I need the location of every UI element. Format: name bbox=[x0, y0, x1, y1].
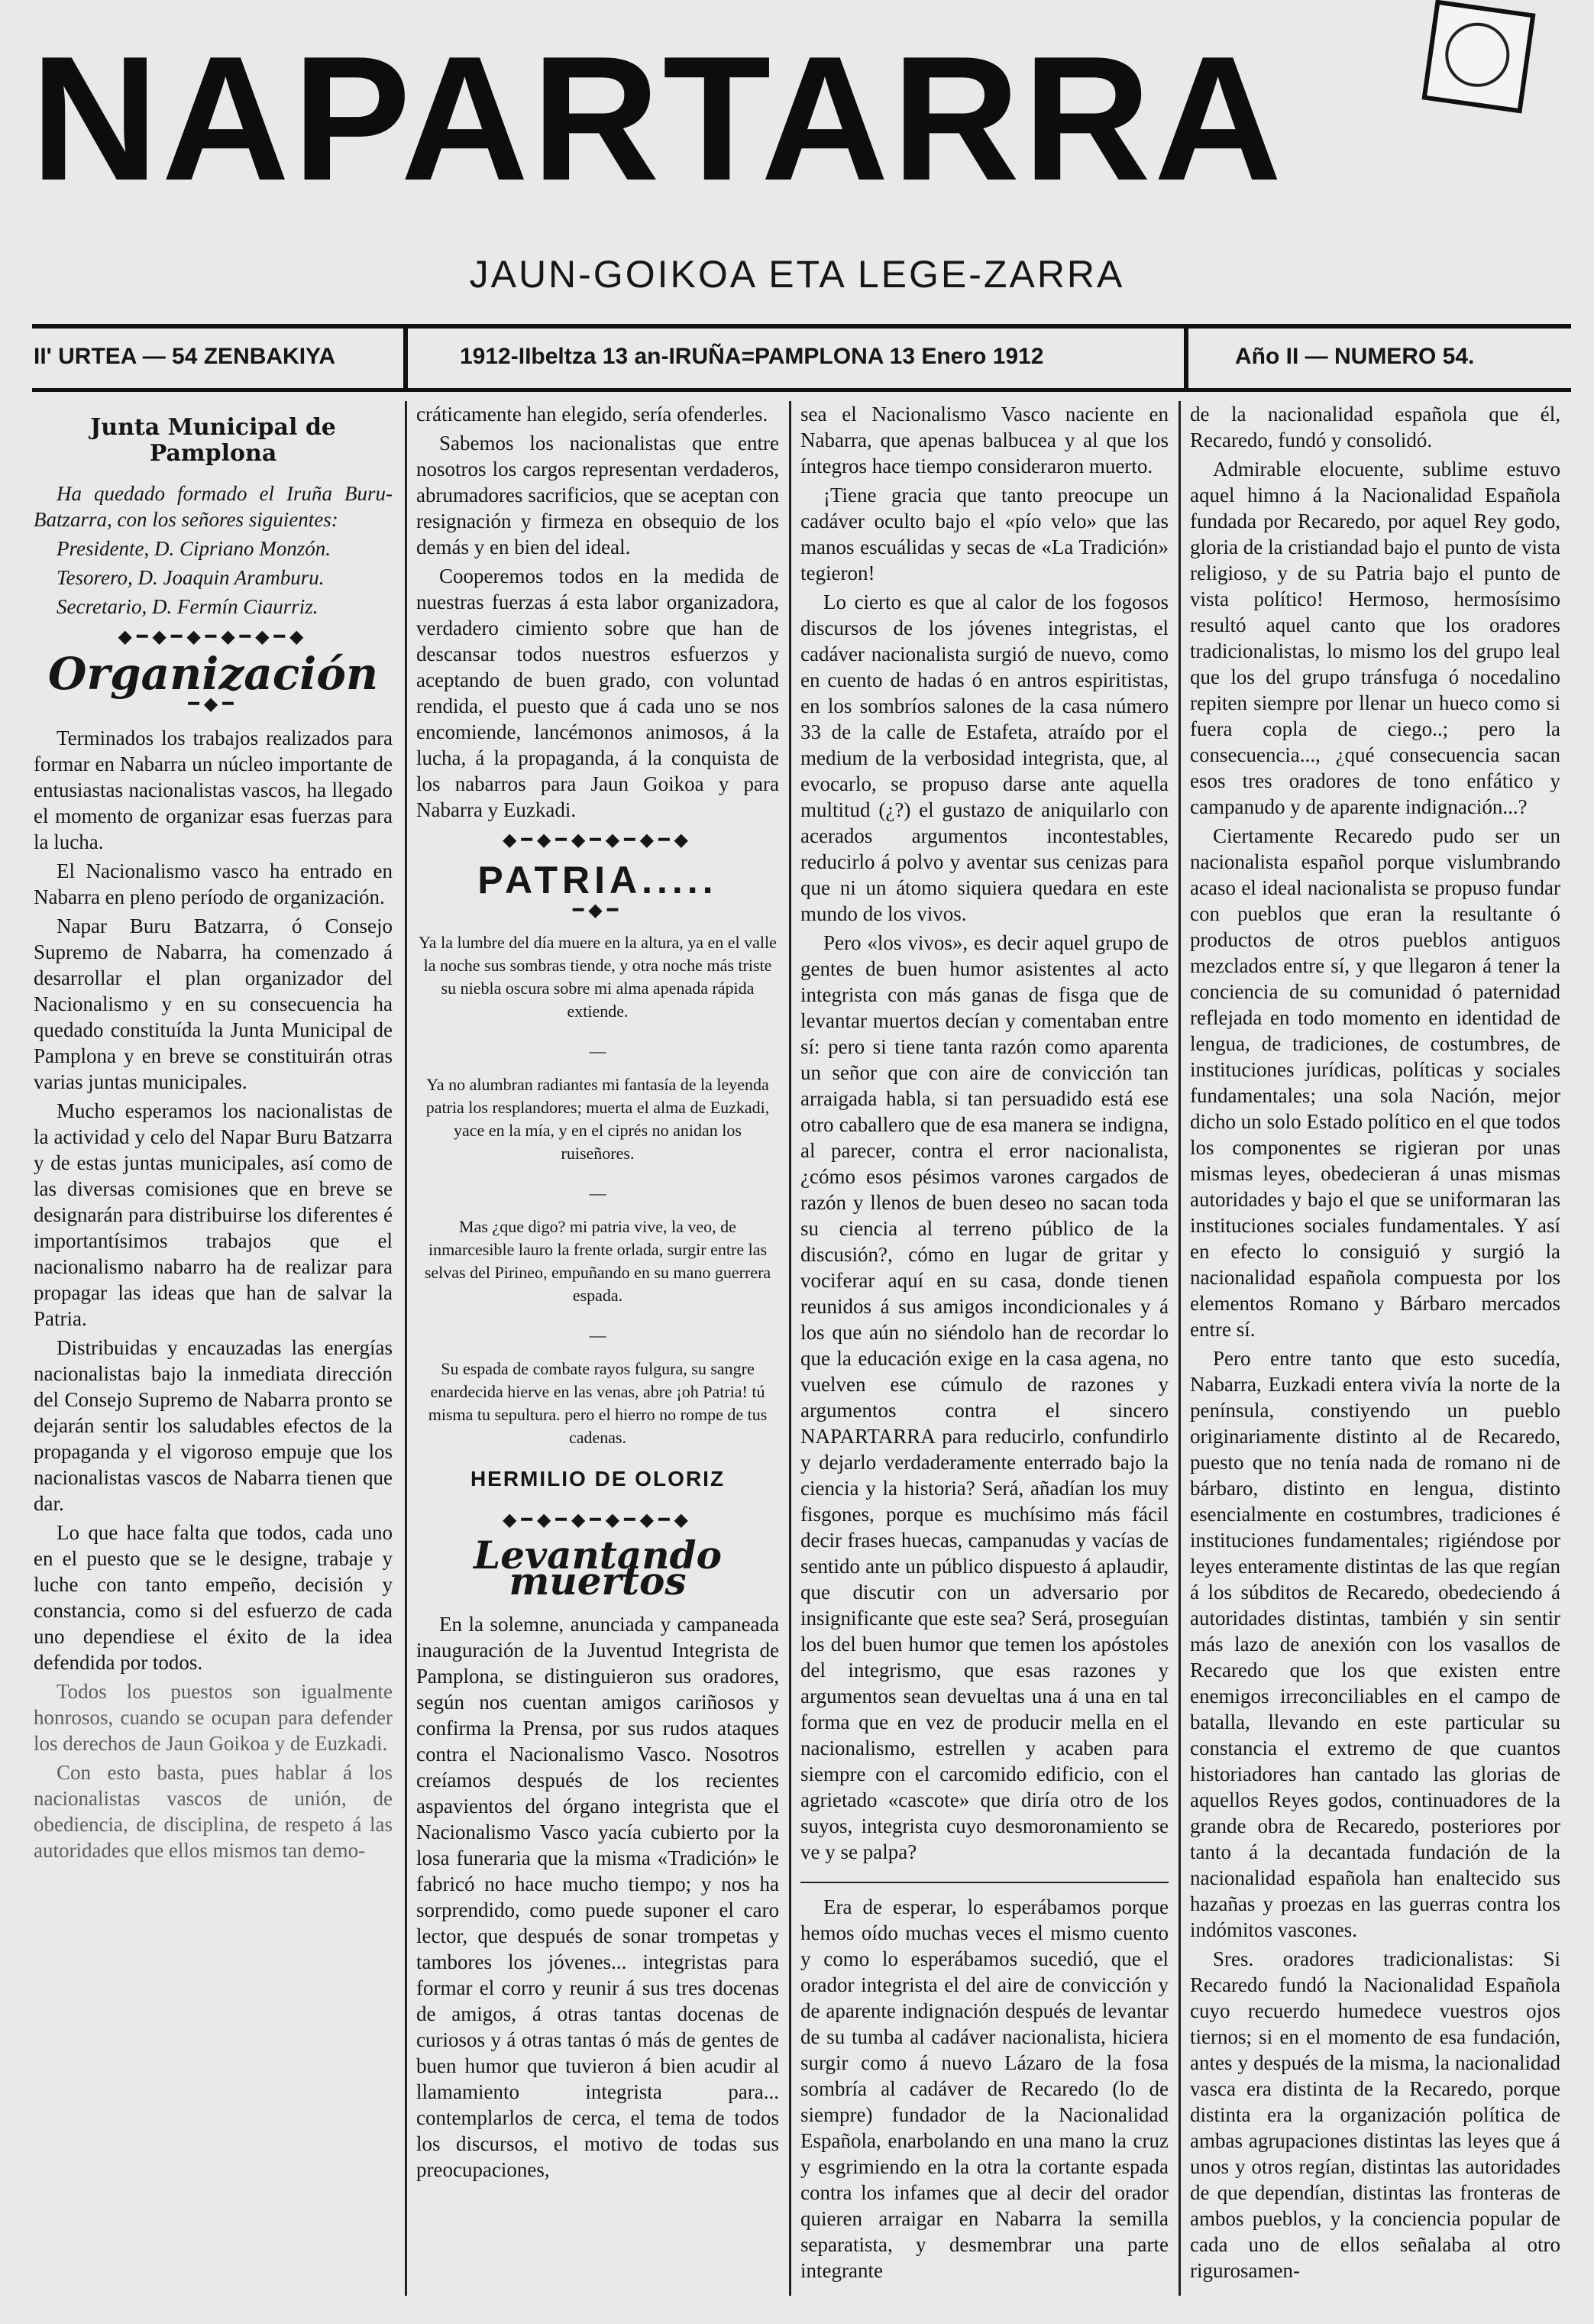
info-divider bbox=[1184, 329, 1188, 390]
article-paragraph: Pero «los vivos», es decir aquel grupo de gentes de buen humor asistentes al acto integrista con más ganas de fisga que de levantar muertos decían y comentaban entre sí: pero si tiene tanta razón como aparenta un señor que con aire de convicción tan arraigada habla, si tan persuadido está ese otro caballero que de esa manera se indigna, al parecer, contra el error nacionalista, ¿cómo esos pésimos varones cargados de razón y llenos de buen deseo no sacan toda su ciencia al terreno público de la discusión?, cómo en lugar de gritar y vociferar aquí en su casa, donde tienen reunidos á sus amigos incondicionales y á los que aún no siéndolo han de recordar lo que la educación exige en la casa agena, no vuelven ese cúmulo de razones y argumentos contra el sincero NAPARTARRA para reducirlo, confundirlo y dejarlo verdaderamente enterrado bajo la ciencia y la historia? Será, añadían los muy fisgones, porque es muchísimo más fácil decir frases huecas, campanudas y vacías de sentido ante un público dispuesto á aplaudir, que discutir con un adversario por insignificante que este sea? Será, proseguían los del buen humor que temen los apóstoles del integrismo, que esas razones y argumentos sean devueltas una á una en tal forma que en vez de producir mella en el nacionalismo, estrellen y acaben para siempre con el carcomido edificio, con el agrietado «cascote» que diría otro de los suyos, integrista cuyo desmoronamiento se ve y se palpa? bbox=[800, 931, 1169, 1863]
article-paragraph: ¡Tiene gracia que tanto preocupe un cadáver oculto bajo el «pío velo» que las manos escuálidas y secas de «La Tradición» tegieron! bbox=[800, 484, 1169, 584]
issue-date: 1912-IIbeltza 13 an-IRUÑA=PAMPLONA 13 Enero 1912 bbox=[460, 344, 1044, 369]
article-paragraph: Distribuidas y encauzadas las energías nacionalistas bajo la inmediata dirección del Consejo Supremo de Nabarra pronto se dejarán sentir los saludables efectos de la propaganda y el vigoroso empuje que los nacionalistas vascos de Nabarra tienen que dar. bbox=[34, 1336, 393, 1515]
junta-paragraph: Tesorero, D. Joaquin Aramburu. bbox=[57, 566, 325, 589]
organizacion-heading: Organización bbox=[47, 648, 379, 700]
article-paragraph: sea el Nacionalismo Vasco naciente en Nabarra, que apenas balbucea y al que los íntegros hace tiempo consideraron muerto. bbox=[800, 403, 1169, 477]
article-paragraph: Sabemos los nacionalistas que entre nosotros los cargos representan verdaderos, abrumadores sacrificios, que se aceptan con resignación y firmeza en obsequio de los demás y en bien del ideal. bbox=[416, 432, 779, 558]
issue-number-basque: II' URTEA — 54 ZENBAKIYA bbox=[34, 344, 335, 369]
poem-stanza: Ya no alumbran radiantes mi fantasía de la leyenda patria los resplandores; muerta el alma de Euzkadi, yace en la mía, y en el ciprés no anidan los ruiseñores. bbox=[425, 1075, 770, 1163]
newspaper-motto: JAUN-GOIKOA ETA LEGE-ZARRA bbox=[469, 253, 1125, 296]
top-rule bbox=[32, 324, 1571, 329]
column-2 bbox=[416, 401, 779, 2303]
article-paragraph: Mucho esperamos los nacionalistas de la actividad y celo del Napar Buru Batzarra y de estas juntas municipales, así como de las diversas comisiones que en breve se designarán para distribuirse los diferentes é importantísimos trabajos que el nacionalismo nabarro ha de realizar para propagar las ideas que han de salvar la Patria. bbox=[34, 1099, 393, 1330]
article-paragraph: En la solemne, anunciada y campaneada inauguración de la Juventud Integrista de Pamplona, se distinguieron sus oradores, según nos cuentan amigos cariñosos y confirma la Prensa, por sus rudos ataques contra el Nacionalismo Vasco. Nosotros creíamos después de los recientes aspavientos del órgano integrista que el Nacionalismo Vasco yacía cubierto por la losa funeraria que la misma «Tradición» le fabricó no hace mucho tiempo; y nos ha sorprendido, como puede suponer el caro lector, que después de sonar trompetas y tambores los jóvenes... integristas para formar el corro y reunir á sus tres docenas de amigos, á otras tantas docenas de curiosos y á otras tantas ó más de gentes de buen humor que tuvieron á bien acudir al llamamiento integrista para... contemplarlos de cerca, el tema de todos los discursos, el motivo de todas sus preocupaciones, bbox=[416, 1613, 779, 2181]
column-1 bbox=[34, 401, 393, 2303]
stanza-separator: — bbox=[589, 1183, 606, 1202]
issue-info-bar bbox=[32, 333, 1571, 387]
newspaper-title: NAPARTARRA bbox=[31, 31, 1285, 208]
stanza-separator: — bbox=[589, 1041, 606, 1060]
junta-paragraph: Presidente, D. Cipriano Monzón. bbox=[57, 537, 331, 560]
bottom-rule bbox=[32, 388, 1571, 392]
article-paragraph: Terminados los trabajos realizados para formar en Nabarra un núcleo importante de entusiastas nacionalistas vascos, ha llegado el momento de organizar esas fuerzas para la lucha. bbox=[34, 727, 393, 853]
junta-paragraph: Secretario, D. Fermín Ciaurriz. bbox=[57, 595, 318, 618]
article-paragraph: Lo cierto es que al calor de los fogosos discursos de los jóvenes integristas, el cadáver nacionalista surgió de nuevo, como en cuento de hadas ó en antros espiritistas, en los sombríos salones de la casa número 33 de la calle de Estafeta, atraído por el medium de la verbosidad integrista, que, al evocarlo, se propuso darse ante aquella multitud (¿?) el gustazo de aniquilarlo con acerados argumentos incontestables, reducirlo á polvo y aventar sus cenizas para que ni un átomo siquiera quedara en este mundo de los vivos. bbox=[800, 591, 1169, 925]
levantando-heading: Levantando muertos bbox=[474, 1533, 722, 1604]
article-paragraph: Todos los puestos son igualmente honrosos, cuando se ocupan para defender los derechos de Jaun Goikoa y de Euzkadi. bbox=[34, 1680, 393, 1755]
column-rule bbox=[1179, 401, 1181, 2296]
section-divider bbox=[800, 1868, 1169, 1883]
article-paragraph: Cooperemos todos en la medida de nuestras fuerzas á esta labor organizadora, verdadero cimiento sobre que han de descansar todos nuestros esfuerzos y aceptando de buen grado, con voluntad rendida, el puesto que á cada uno se nos encomiende, lancémonos animosos, á la lucha, á la propaganda, á la conquista de los nabarros para Jaun Goikoa y para Nabarra y Euzkadi. bbox=[416, 565, 779, 821]
info-divider bbox=[403, 329, 408, 390]
poem-stanza: Mas ¿que digo? mi patria vive, la veo, de inmarcesible lauro la frente orlada, surgir entre las selvas del Pirineo, empuñando en su mano guerrera espada. bbox=[424, 1217, 771, 1305]
article-paragraph: Napar Buru Batzarra, ó Consejo Supremo de Nabarra, ha comenzado á desarrollar el plan organizador del Nacionalismo y en su consecuencia ha quedado constituída la Junta Municipal de Pamplona y en breve se constituirán otras varias juntas municipales. bbox=[34, 914, 393, 1093]
article-paragraph: Lo que hace falta que todos, cada uno en el puesto que se le designe, trabaje y luche con tanto empeño, decisión y constancia, como si del esfuerzo de cada uno dependiese el éxito de la idea defendida por todos. bbox=[34, 1521, 393, 1674]
ornament-divider: ━◆━ bbox=[572, 901, 623, 921]
article-paragraph: Ciertamente Recaredo pudo ser un nacionalista español porque vislumbrando acaso el ideal nacionalista se propuso fundar con pueblos que eran la resultante ó productos de otros pueblos antiguos mezclados entre sí, y que llegaron á tener la conciencia de su comunidad ó paternidad reflejada en todo momento en identidad de lengua, de tradiciones, de costumbres, de instituciones jurídicas, políticas y sociales fundamentales; una sola Nación, mejor dicho un solo Estado político en el que todos los componentes se rigieran por unas mismas leyes, obedecieran á unas mismas autoridades y bajo el que se uniformaran las instituciones sociales fundamentales. Y así en efecto lo consiguió y surgió la nacionalidad española compuesta por los elementos Romano y Bárbaro mercados entre sí. bbox=[1190, 824, 1560, 1341]
poem-stanza: Su espada de combate rayos fulgura, su sangre enardecida hierve en las venas, abre ¡oh Patria! tú misma tu sepultura. pero el hierro no rompe de tus cadenas. bbox=[428, 1359, 768, 1447]
junta-heading: Junta Municipal de Pamplona bbox=[90, 414, 336, 467]
column-4 bbox=[1190, 401, 1560, 2303]
ornament-divider: ◆━◆━◆━◆━◆━◆ bbox=[118, 627, 309, 647]
ornament-divider: ◆━◆━◆━◆━◆━◆ bbox=[503, 1510, 693, 1530]
issue-number-spanish: Año II — NUMERO 54. bbox=[1235, 344, 1475, 369]
article-paragraph: Sres. oradores tradicionalistas: Si Recaredo fundó la Nacionalidad Española cuyo recuerdo humedece vuestros ojos tiernos; si en el momento de esa fundación, antes y después de la misma, la nacionalidad vasca era distinta de la Recaredo, porque distinta era la organización política de ambas agrupaciones distintas las leyes que á unos y otros regían, distintas las autoridades de que dependían, distintas las fronteras de ambos pueblos, y la conciencia popular de cada uno de ellos señalaba al otro rigurosamen- bbox=[1190, 1947, 1560, 2282]
article-paragraph: Era de esperar, lo esperábamos porque hemos oído muchas veces el mismo cuento y como lo esperábamos sucedió, que el orador integrista el del aire de convicción y de aparente indignación después de levantar de su tumba al cadáver nacionalista, hiciera surgir como á nuevo Lázaro de la fosa sombría al cadáver de Recaredo (lo de siempre) fundador de la Nacionalidad Española, enarbolando en una mano la cruz y esgrimiendo en la otra la cortante espada contra los infames que al decir del orador quieren arraigar en Nabarra la semilla separatista, y desmembrar una parte integrante bbox=[800, 1895, 1169, 2282]
article-paragraph: Admirable elocuente, sublime estuvo aquel himno á la Nacionalidad Española fundada por Recaredo, por aquel Rey godo, gloria de la cristiandad bajo el punto de vista religioso, y de su Patria bajo el punto de vista político! Hermoso, hermosísimo resultó aquel canto que los oradores tradicionalistas, lo mismo los del grupo leal que los del grupo tránsfuga ó nocedalino repiten siempre por llenar un hueco como si fuera copla de ciego..; pero la consecuencia..., ¿qué consecuencia sacan esos tres oradores de tono enfático y campanudo y de aparente indignación...? bbox=[1190, 458, 1560, 818]
column-rule bbox=[789, 401, 791, 2296]
junta-paragraph: Ha quedado formado el Iruña Buru-Batzarra, con los señores siguientes: bbox=[34, 482, 393, 531]
column-rule bbox=[405, 401, 407, 2296]
ornament-divider: ◆━◆━◆━◆━◆━◆ bbox=[503, 830, 693, 850]
article-paragraph: de la nacionalidad española que él, Recaredo, fundó y consolidó. bbox=[1190, 403, 1560, 452]
article-paragraph: Pero entre tanto que esto sucedía, Nabarra, Euzkadi entera vivía la norte de la península, constiyendo un pueblo originariamente distinto al de Recaredo, puesto que no tenía nada de romano ni de bárbaro, distinto en lengua, distinto esencialmente en costumbres, tradiciones é instituciones fundamentales; rigiéndose por leyes enteramente distintas de las que regían á los súbditos de Recaredo, obedeciendo á autoridades distintas, también y sin sentir más lazo de anexión con los vasallos de Recaredo que los que existen entre enemigos irreconciliables en el campo de batalla, llevando en este particular su constancia el extremo de que cuantos historiadores han cantado las glorias de aquellos Reyes godos, continuadores de la grande obra de Recaredo, posteriores por tanto á la decantada fundación de la nacionalidad española han enaltecido sus hazañas y proezas en las guerras contra los indómitos vascones. bbox=[1190, 1347, 1560, 1941]
poem-author: HERMILIO DE OLORIZ bbox=[470, 1467, 726, 1491]
column-3 bbox=[800, 401, 1169, 2303]
stanza-separator: — bbox=[589, 1325, 606, 1345]
patria-heading: PATRIA..... bbox=[477, 859, 718, 901]
poem-stanza: Ya la lumbre del día muere en la altura, ya en el valle la noche sus sombras tiende, y otra noche más triste su niebla oscura sobre mi alma apenada rápida extiende. bbox=[419, 933, 777, 1021]
archive-stamp bbox=[1421, 0, 1535, 114]
article-paragraph: cráticamente han elegido, sería ofenderles. bbox=[416, 403, 768, 426]
ornament-divider: ━◆━ bbox=[188, 694, 238, 714]
article-paragraph: El Nacionalismo vasco ha entrado en Nabarra en pleno período de organización. bbox=[34, 859, 393, 908]
article-paragraph: Con esto basta, pues hablar á los nacionalistas vascos de unión, de obediencia, de disciplina, de respeto á las autoridades que ellos mismos tan demo- bbox=[34, 1761, 393, 1862]
poem bbox=[416, 931, 779, 1449]
